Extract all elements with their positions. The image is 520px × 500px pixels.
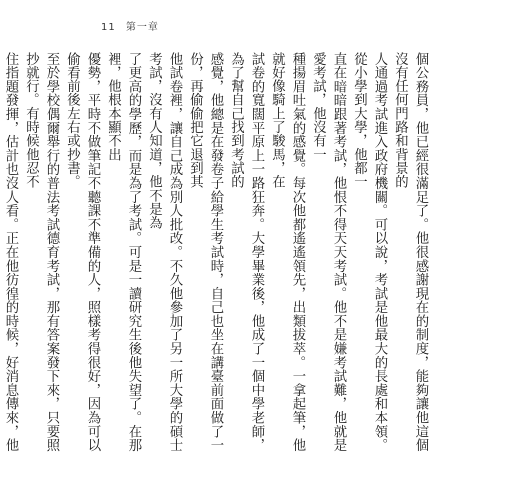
text-line: 至於學校偶爾舉行的普法考試德育考試，那有答案發下來，只要照抄就行。有時候他忍不 (23, 52, 59, 452)
text-line: 種揚眉吐氣的感覺。每次他都遙遙領先，出類拔萃。一拿起筆，他就好像騎上了駿馬，在 (269, 52, 305, 452)
vertical-body-text (0, 52, 430, 452)
text-line: 試卷的寬闊平原上一路狂奔。大學畢業後，他成了一個中學老師，為了幫自己找到考試的 (228, 52, 264, 452)
text-line: 他試卷裡，讓自己成為別人批改。不久他參加了另一所大學的碩士考試，沒有人知道，他不是為 (146, 52, 182, 452)
running-header (101, 18, 159, 33)
text-line: 了更高的學歷，而是為了考試。可是一讀研究生後他失望了。在那裡，他根本顯不出 (105, 52, 141, 452)
text-line: 住指題發揮，估計也沒人看。正在他彷徨的時候，好消息傳來，他 (3, 52, 18, 452)
text-line: 人通過考試進入政府機關。可以說，考試是他最大的長處和本領。從小學到大學，他都一 (351, 52, 387, 452)
chapter-title: 第一章 (125, 22, 159, 33)
text-line: 直在暗暗跟著考試，他恨不得天天考試。他不是嫌考試難，他就是愛考試，他沒有一 (310, 52, 346, 452)
text-line: 感覺，他總是在發卷子給學生考試時，自己也坐在講臺前面做了一份，再偷偷把它退到其 (187, 52, 223, 452)
text-line: 個公務員，他已經很滿足了。他很感謝現在的制度，能夠讓他這個沒有任何門路和背景的 (392, 52, 428, 452)
text-line: 優勢，平時不做筆記不聽課不準備的人，照樣考得很好，因為可以偷看前後左右或抄書。 (64, 52, 100, 452)
page-number: 11 (101, 22, 116, 33)
